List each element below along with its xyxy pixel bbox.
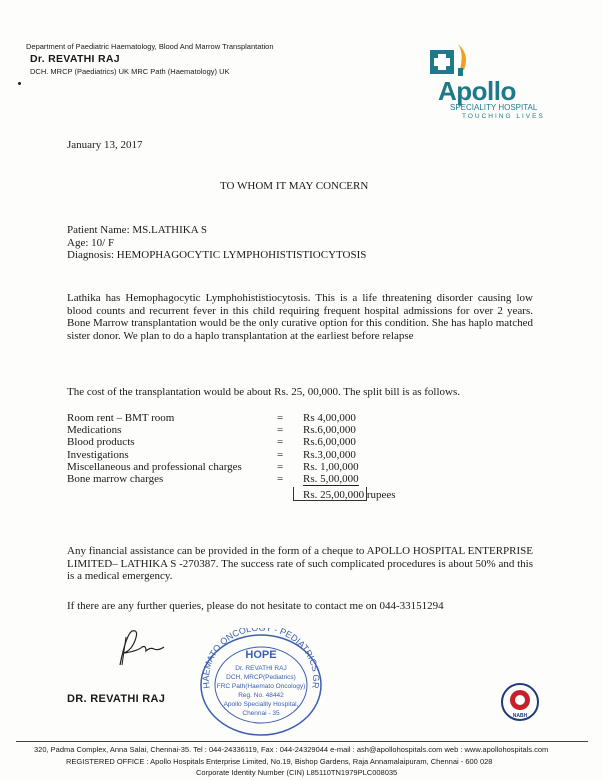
nabh-badge: [500, 682, 540, 722]
bill-item: Blood products: [67, 436, 135, 449]
total-unit: rupees: [364, 489, 396, 501]
bill-item: Miscellaneous and professional charges: [67, 460, 242, 473]
doctor-name: Dr. REVATHI RAJ: [30, 53, 120, 65]
stamp-line: Reg. No. 48442: [238, 692, 284, 699]
bill-row: [67, 436, 467, 448]
paragraph-condition: Lathika has Hemophagocytic Lymphohististiocytosis. This is a life threatening disorder causing low blood counts and recurrent fever in this child requiring frequent hospital admissions for over 2 years. Bone Marrow transplantation would be the only curative option for this condition. She has haplo matched sister donor. We plan to do a haplo transplantation at the earliest before relapse: [67, 292, 533, 342]
bill-row: [67, 424, 467, 436]
contact-line: If there are any further queries, please do not hesitate to contact me on 044-33151294: [67, 600, 444, 612]
bill-item: Investigations: [67, 448, 129, 461]
bill-eq: =: [277, 424, 284, 437]
bill-amount: Rs.3,00,000: [303, 448, 356, 461]
stamp-line: Chennai - 35: [242, 710, 280, 717]
patient-age: Age: 10/ F: [67, 236, 115, 249]
stamp-ring-text: HAEMATO ONCOL Y - PEDIATRICS GR: [200, 628, 322, 690]
apollo-subtitle: SPECIALITY HOSPITAL: [450, 103, 538, 112]
stamp-line: Apollo Speciality Hospital,: [223, 701, 299, 708]
patient-name: Patient Name: MS.LATHIKA S: [67, 224, 207, 236]
stamp-line: DCH, MRCP(Pediatrics): [226, 674, 296, 681]
bill-eq: =: [277, 412, 284, 424]
apollo-tagline: TOUCHING LIVES: [462, 113, 545, 120]
patient-details: [67, 224, 366, 262]
hospital-stamp: [195, 628, 325, 738]
patient-diagnosis: Diagnosis: HEMOPHAGOCYTIC LYMPHOHISTISTIOCYTOSIS: [67, 249, 367, 261]
bill-amount: Rs 4,00,000: [303, 412, 356, 424]
bill-item: Medications: [67, 424, 122, 437]
stamp-ring-icon: [195, 628, 325, 738]
stamp-title: HOPE: [245, 649, 277, 661]
bill-table: [67, 412, 467, 485]
bill-eq: =: [277, 460, 284, 473]
footer-address: 320, Padma Complex, Anna Salai, Chennai-35. Tel : 044-24336119, Fax : 044-24329044 e-mail : ash@apollohospitals.com web : www.apollohospitals.com: [34, 745, 549, 754]
dot-mark: [18, 82, 21, 85]
bill-amount: Rs.6,00,000: [303, 424, 356, 437]
bill-row: [67, 449, 467, 461]
signature-icon: [110, 625, 180, 670]
stamp-line: FRC Path(Haemato Oncology): [216, 683, 306, 690]
bill-item: Bone marrow charges: [67, 472, 164, 485]
nabh-label: NABH: [512, 713, 528, 719]
letter-subject: TO WHOM IT MAY CONCERN: [220, 180, 369, 192]
total-amount: Rs. 25,00,000: [303, 489, 365, 501]
bill-total: [303, 489, 396, 501]
bill-eq: =: [277, 448, 284, 461]
bill-amount: Rs. 5,00,000: [303, 472, 359, 485]
signatory-name: DR. REVATHI RAJ: [67, 693, 166, 705]
bill-eq: =: [277, 436, 284, 449]
bill-row: [67, 473, 467, 485]
bill-eq: =: [277, 472, 284, 485]
stamp-line: Dr. REVATHI RAJ: [235, 665, 287, 672]
nabh-icon: [500, 682, 540, 722]
apollo-brand: Apollo: [438, 76, 516, 106]
footer-cin: Corporate Identity Number (CIN) L85110TN1979PLC008035: [196, 768, 398, 777]
paragraph-assistance: Any financial assistance can be provided in the form of a cheque to APOLLO HOSPITAL ENTERPRISE LIMITED– LATHIKA S -270387. The success rate of such complicated procedures is about 50% and this is a medical emergency.: [67, 545, 533, 582]
footer-registered-office: REGISTERED OFFICE : Apollo Hospitals Enterprise Limited, No.19, Bishop Gardens, Raja Annamalaipuram, Chennai - 600 028: [66, 757, 493, 766]
doctor-qualifications: DCH. MRCP (Paediatrics) UK MRC Path (Haematology) UK: [30, 67, 230, 76]
bill-row: [67, 461, 467, 473]
letter-date: January 13, 2017: [67, 139, 143, 151]
bill-item: Room rent – BMT room: [67, 412, 175, 424]
bill-amount: Rs.6,00,000: [303, 436, 356, 449]
bill-row: [67, 412, 467, 424]
footer-divider: [16, 741, 588, 742]
cost-intro: The cost of the transplantation would be about Rs. 25, 00,000. The split bill is as follows.: [67, 386, 461, 398]
bill-amount: Rs. 1,00,000: [303, 460, 359, 473]
department-line: Department of Paediatric Haematology, Blood And Marrow Transplantation: [26, 42, 274, 51]
